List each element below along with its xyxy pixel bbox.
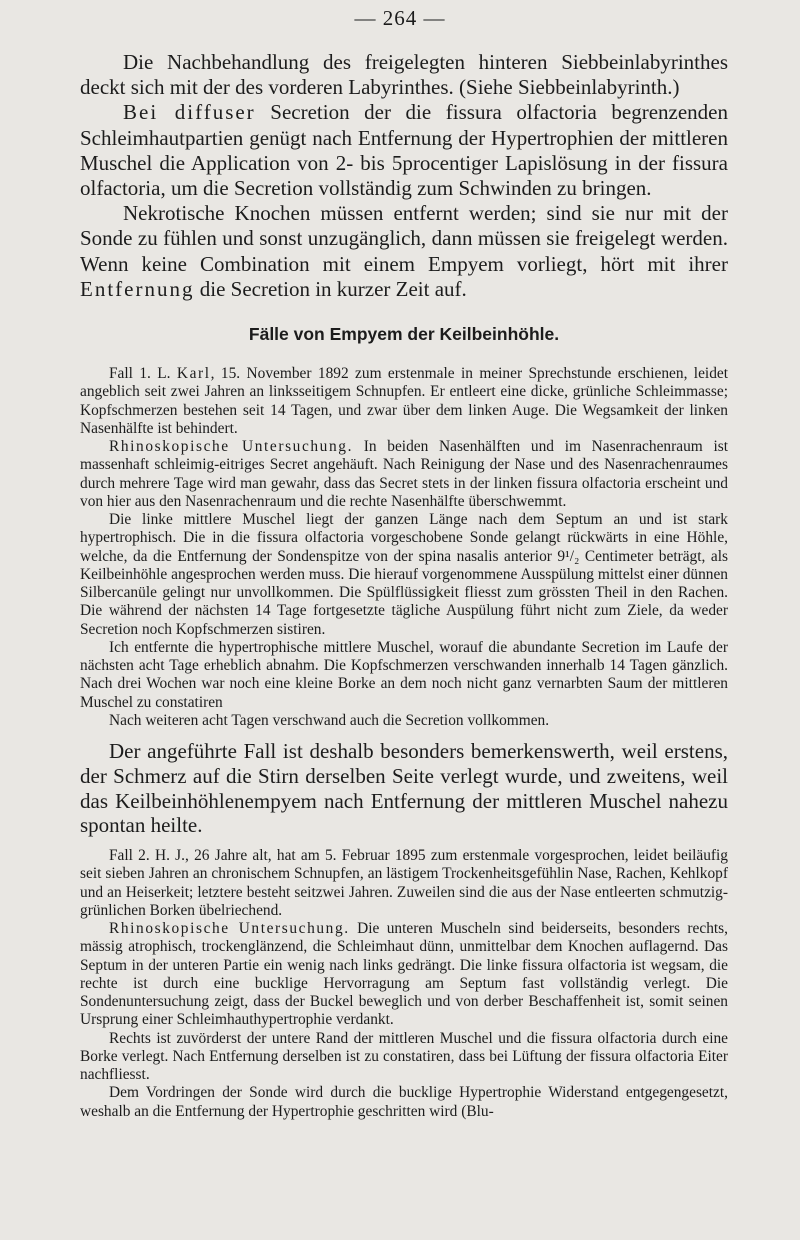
case-1-exam-text: In beiden Nasenhälften und im Nasenrachenraum ist massenhaft schleimig-eitriges Secret angehäuft. Nach Reinigung der Nase und des Nasenrachenraumes durch mehrere Tage wird man gewahr, dass das Secret stets in der linken fissura olfactoria erscheint und von hier aus den Nasenrachenraum und die rechte Nasenhälfte überschwemmt.	[80, 438, 728, 510]
case-1-p3-b: Centimeter beträgt, als Keilbeinhöhle angesprochen werden muss. Die hierauf vorgenommene Ausspülung mittelst einer dünnen Silbercanüle gelingt nur unvollkommen. Die Spülflüssigkeit fliesst zum grössten Theil in den Rachen. Die während der nächsten 14 Tage fortgesetzte tägliche Auspülung führt nicht zum Ziele, da weder Secretion noch Kopfschmerzen sistiren.	[80, 547, 728, 638]
case-1-exam-label: Rhinoskopische Untersuchung.	[109, 438, 354, 456]
case-2-paragraph-3: Rechts ist zuvörderst der untere Rand der mittleren Muschel und die fissura olfactoria durch eine Borke verlegt. Nach Entfernung derselben ist zu constatiren, dass bei Lüftung der fissura olfactoria Eiter nachfliesst.	[80, 1029, 728, 1084]
intro-section	[80, 50, 728, 302]
case-1-paragraph-5: Nach weiteren acht Tagen verschwand auch die Secretion vollkommen.	[109, 711, 550, 729]
patient-name: Karl	[176, 365, 211, 383]
case-2-exam-label: Rhinoskopische Untersuchung.	[109, 920, 350, 938]
remark-paragraph: Der angeführte Fall ist deshalb besonders bemerkenswerth, weil erstens, der Schmerz auf die Stirn derselben Seite verlegt wurde, und zweitens, weil das Keilbeinhöhlenempyem nach Entfernung der mittleren Muschel nahezu spontan heilte.	[80, 739, 728, 838]
intro-paragraph-1: Die Nachbehandlung des freigelegten hinteren Siebbeinlabyrinthes deckt sich mit der des vorderen Labyrinthes. (Siehe Siebbeinlabyrinth.)	[80, 50, 728, 100]
case-2	[80, 847, 728, 1121]
case-2-paragraph-4: Dem Vordringen der Sonde wird durch die bucklige Hypertrophie Widerstand entgegengesetzt, weshalb an die Entfernung der Hypertrophie geschritten wird (Blu-	[80, 1084, 728, 1120]
case-2-exam-text: Die unteren Muscheln sind beiderseits, besonders rechts, mässig atrophisch, trockenglänzend, die Schleimhaut dünn, unmittelbar dem Knochen auflagernd. Das Septum in der unteren Partie ein wenig nach links gedrängt. Die linke fissura olfactoria ist wegsam, die rechte ist durch eine bucklige Hervorragung am Septum fast vollständig verlegt. Die Sondenuntersuchung zeigt, dass der Buckel beweglich und von derber Beschaffenheit ist, somit seinen Ursprung einer Schleimhauthypertrophie verdankt.	[80, 920, 728, 1029]
case-2-paragraph-1: Fall 2. H. J., 26 Jahre alt, hat am 5. Februar 1895 zum erstenmale vorgesprochen, leidet beiläufig seit sieben Jahren an chronischem Schnupfen, an lästigem Trockenheitsgefühlin Nase, Rachen, Kehlkopf und an Heiserkeit; letztere besteht seitzwei Jahren. Zuweilen sind die aus der Nase entleerten schmutzig-grünlichen Borken übelriechend.	[80, 847, 728, 919]
case-1-paragraph-4: Ich entfernte die hypertrophische mittlere Muschel, worauf die abundante Secretion im Laufe der nächsten acht Tage erheblich abnahm. Die Kopfschmerzen verschwanden innerhalb 14 Tagen gänzlich. Nach drei Wochen war noch eine kleine Borke an dem noch nicht ganz vernarbten Saum der mittleren Muschel zu constatiren	[80, 638, 728, 711]
case-2-paragraph-2	[80, 920, 728, 1030]
case-1	[80, 365, 728, 730]
intro-paragraph-2-text: Secretion der die fissura olfactoria begrenzenden Schleimhautpartien genügt nach Entfernung der Hypertrophien der mittleren Muschel die Application von 2- bis 5procentiger Lapislösung in der fissura olfactoria, um die Secretion vollständig zum Schwinden zu bringen.	[80, 100, 729, 201]
intro-paragraph-3-lead: Nekrotische Knochen müssen entfernt werden; sind sie nur mit der Sonde zu fühlen und sonst unzugänglich, dann müssen sie freigelegt werden. Wenn keine Combination mit einem Empyem vorliegt, hört mit ihrer	[80, 201, 728, 276]
case-1-paragraph-2	[80, 438, 728, 511]
emphasis-diffuser: Bei diffuser	[123, 100, 256, 125]
intro-paragraph-3-rest: die Secretion in kurzer Zeit auf.	[194, 276, 467, 301]
case-1-paragraph-3	[80, 511, 728, 639]
case-1-paragraph-1	[80, 365, 728, 438]
intro-paragraph-3	[80, 201, 728, 302]
case-1-intro: Fall 1. L.	[109, 365, 177, 383]
case-1-p3-a: Die linke mittlere Muschel liegt der ganzen Länge nach dem Septum an und ist stark hypertrophisch. Die in die fissura olfactoria vorgeschobene Sonde gelangt rückwärts in eine Höhle, welche, da die Entfernung der Sondenspitze von der spina nasalis anterior 9	[80, 511, 728, 565]
case-1-history: , 15. November 1892 zum erstenmale in meiner Sprechstunde erschienen, leidet angeblich seit zwei Jahren an linksseitigem Schnupfen. Er entleert eine dicke, grünliche Schleimmasse; Kopfschmerzen bestehen seit 14 Tagen, und zwar über dem linken Auge. Die Wegsamkeit der linken Nasenhälfte ist behindert.	[80, 365, 728, 437]
page-number: — 264 —	[354, 6, 446, 30]
page-content	[80, 50, 728, 1121]
emphasis-entfernung: Entfernung	[80, 276, 195, 301]
section-heading: Fälle von Empyem der Keilbeinhöhle.	[248, 324, 560, 345]
intro-paragraph-2	[80, 100, 728, 201]
remark-section	[80, 739, 728, 838]
fraction: ¹/₂	[565, 547, 580, 565]
